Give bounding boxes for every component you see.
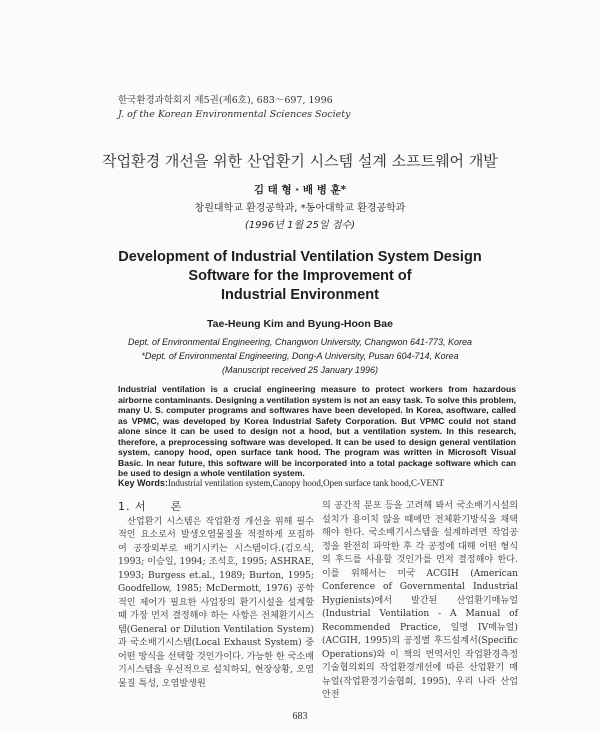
received-date-korean: (1996년 1월 25일 접수) bbox=[244, 220, 356, 231]
affiliation-english bbox=[0, 335, 600, 377]
body-column-right bbox=[322, 500, 518, 703]
affiliation-english-line-1: Dept. of Environmental Engineering, Changwon University, Changwon 641-773, Korea bbox=[127, 337, 473, 347]
manuscript-received-date: (Manuscript received 25 January 1996) bbox=[221, 365, 379, 375]
title-english-line-1: Development of Industrial Ventilation System Design bbox=[118, 249, 482, 265]
title-english-line-2: Software for the Improvement of bbox=[188, 268, 412, 284]
keywords bbox=[118, 478, 444, 488]
affiliation-english-line-2: *Dept. of Environmental Engineering, Dong-A University, Pusan 604-714, Korea bbox=[141, 351, 459, 361]
keywords-text: Industrial ventilation system,Canopy hood,Open surface tank hood,C-VENT bbox=[167, 478, 445, 488]
title-english bbox=[60, 248, 540, 305]
affiliation-korean: 창원대학교 환경공학과, *동아대학교 환경공학과 bbox=[194, 203, 406, 214]
journal-header bbox=[118, 94, 350, 122]
authors-korean: 김 태 형 · 배 병 훈* bbox=[253, 184, 347, 196]
journal-line-en: J. of the Korean Environmental Sciences Society bbox=[118, 109, 351, 120]
abstract: Industrial ventilation is a crucial engineering measure to protect workers from hazardous airborne contaminants. Designing a ventilation system is not an easy task. To solve this problem, many U. S. computer programs and softwares have been developed. In Korea, asoftware, called as VPMC, was developed by Korea Industrial Safety Corporation. But VPMC could not stand alone since it can be used to design not a hood, but a ventilation system. In this research, therefore, a preprocessing software was developed. It can be used to design general ventilation system, canopy hood, open surface tank hood. The program was written in Microsoft Visual Basic. In near future, this software will be incorporated into a total package software which can be used to design a whole ventilation system. bbox=[118, 384, 516, 478]
body-paragraph-left: 산업환기 시스템은 작업환경 개선을 위해 필수적인 요소로서 발생오염물질을 적절하게 포집하여 공장외부로 배기시키는 시스템이다.(김오식, 1993; 이승일, 1994; 조석호, 1995; ASHRAE, 1993; Burgess et.al., 1989; Burton, 1995; Goodfellow, 1985; McDermott, 1976) 공학적인 제어가 필요한 사업장의 환기시설을 설계할 때 가장 먼저 결정해야 하는 사항은 전체환기시스템(General or Dilution Ventilation System)과 국소배기시스템(Local Exhaust System) 중 어떤 방식을 선택할 것인가이다. 가능한 한 국소배기시스템을 우선적으로 설치하되, 현장상황, 오염물질 특성, 오염발생원 bbox=[118, 516, 314, 689]
section-heading-introduction: 1. 서 론 bbox=[118, 500, 183, 513]
keywords-label: Key Words: bbox=[118, 478, 168, 488]
page-number: 683 bbox=[292, 711, 308, 722]
body-paragraph-right: 의 공간적 분포 등을 고려해 봐서 국소배기시설의 설치가 용이치 않을 때에만 전체환기방식을 채택해야 한다. 국소배기시스템을 설계하려면 작업공정을 완전히 파악한 후 각 공정에 대해 어떤 형식의 후드를 사용할 것인가를 먼저 결정해야 한다. 이를 위해서는 미국 ACGIH (American Conference of Governmental Industrial Hygienists)에서 발간된 산업환기매뉴얼(Industrial Ventilation - A Manual of Recommended Practice, 일명 IV매뉴얼)(ACGIH, 1995)의 공정별 후드설계서(Specific Operations)와 이 책의 번역서인 작업환경측정기술협의회의 작업환경개선에 따른 산업환기 매뉴얼(작업환경기술협회, 1995), 우리 나라 산업안전 bbox=[322, 501, 518, 700]
title-korean: 작업환경 개선을 위한 산업환기 시스템 설계 소프트웨어 개발 bbox=[102, 152, 498, 170]
body-column-left bbox=[118, 500, 314, 691]
title-english-line-3: Industrial Environment bbox=[221, 287, 379, 303]
authors-english: Tae-Heung Kim and Byung-Hoon Bae bbox=[207, 318, 393, 330]
journal-line-ko: 한국환경과학회지 제5권(제6호), 683～697, 1996 bbox=[118, 95, 333, 106]
